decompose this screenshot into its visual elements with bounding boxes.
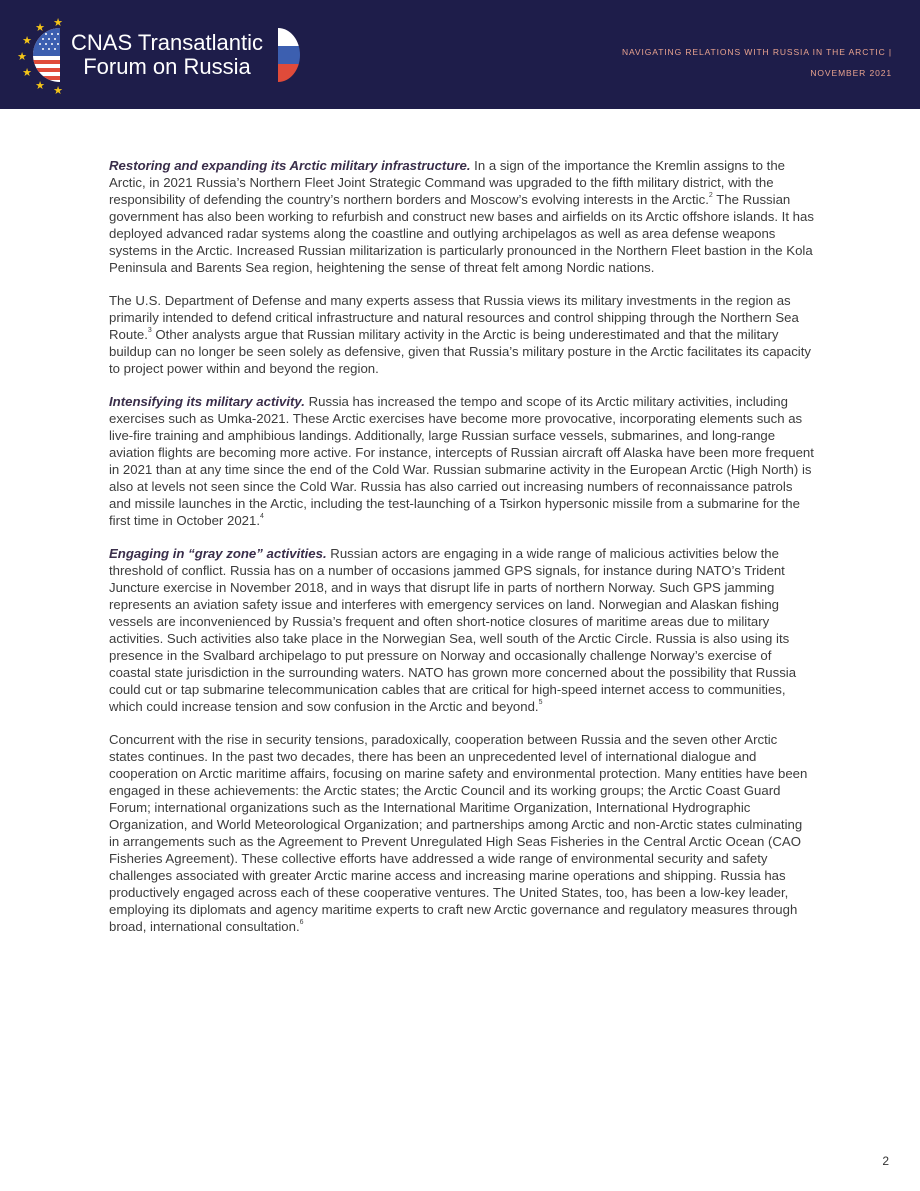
svg-text:★: ★ (35, 79, 45, 92)
paragraph-lead: Intensifying its military activity. (109, 394, 305, 409)
footnote-ref[interactable]: 4 (260, 513, 264, 520)
footnote-ref[interactable]: 2 (708, 192, 713, 199)
footnote-ref[interactable]: 5 (538, 699, 543, 706)
svg-text:★: ★ (35, 21, 45, 34)
report-date: NOVEMBER 2021 (810, 68, 892, 78)
paragraph (109, 393, 815, 529)
svg-text:★: ★ (53, 84, 63, 96)
paragraph-text-cont: The Russian government has also been working to refurbish and construct new bases and airfields on its Arctic offshore islands. It has deployed advanced radar systems along the coastline and outlying archipelagos as well as area defense weapons systems in the Arctic. Increased Russian militarization is particularly pronounced in the Northern Fleet bastion in the Kola Peninsula and Barents Sea region, heightening the sense of threat felt among Nordic nations. (109, 192, 814, 275)
paragraph (109, 731, 815, 935)
paragraph (109, 157, 815, 276)
page-number: 2 (882, 1154, 889, 1168)
paragraph (109, 292, 815, 377)
logo-wordmark (62, 31, 272, 79)
footnote-ref[interactable]: 3 (147, 327, 152, 334)
logo-line-1: CNAS Transatlantic (71, 30, 263, 55)
svg-text:★: ★ (17, 50, 27, 63)
svg-text:★: ★ (22, 66, 32, 79)
svg-text:★: ★ (22, 34, 32, 47)
report-title: NAVIGATING RELATIONS WITH RUSSIA IN THE ARCTIC | (621, 47, 892, 57)
paragraph-text: Concurrent with the rise in security tensions, paradoxically, cooperation between Russia and the seven other Arctic states continues. In the past two decades, there has been an unprecedented level of international dialogue and cooperation on Arctic maritime affairs, focusing on marine safety and environmental protection. Many entities have been engaged in these achievements: the Arctic states; the Arctic Council and its working groups; the Arctic Coast Guard Forum; international organizations such as the International Maritime Organization, International Hydrographic Organization, and World Meteorological Organization; and partnerships among Arctic and non-Arctic states culminating in arrangements such as the Agreement to Prevent Unregulated High Seas Fisheries in the Central Arctic Ocean (CAO Fisheries Agreement). These collective efforts have addressed a wide range of environmental security and safety challenges associated with greater Arctic marine access and increasing marine operations and shipping. Russia has productively engaged across each of these cooperative ventures. The United States, too, has been a low-key leader, employing its diplomats and agency maritime experts to craft new Arctic governance and regulatory measures through broad, international consultation. (109, 732, 808, 934)
paragraph-lead: Engaging in “gray zone” activities. (109, 546, 327, 561)
footnote-ref[interactable]: 6 (299, 919, 304, 926)
paragraph-text-cont: Other analysts argue that Russian military activity in the Arctic is being underestimated and that the military buildup can no longer be seen solely as defensive, given that Russia’s military posture in the Arctic facilitates its capacity to project power within and beyond the region. (109, 327, 811, 376)
report-info (622, 42, 892, 84)
paragraph-text: Russian actors are engaging in a wide range of malicious activities below the threshold of conflict. Russia has on a number of occasions jammed GPS signals, for instance during NATO’s Trident Juncture exercise in November 2018, and in ways that disrupt life in parts of northern Norway. Such GPS jamming represents an aviation safety issue and interferes with emergency services on land. Norwegian and Alaskan fishing vessels are inconvenienced by Russia’s frequent and often short-notice closures of maritime areas due to military activities. Such activities also take place in the Norwegian Sea, well south of the Arctic Circle. Russia is also using its presence in the Svalbard archipelago to put pressure on Norway and occasionally challenge Norway’s exercise of coastal state jurisdiction in the surrounding waters. NATO has grown more concerned about the possibility that Russia could cut or tap submarine telecommunication cables that are critical for high-speed internet access to communities, which could increase tension and sow confusion in the Arctic and beyond. (109, 546, 797, 714)
paragraph-text: The U.S. Department of Defense and many experts assess that Russia views its military investments in the region as primarily intended to defend critical infrastructure and natural resources and control shipping through the Northern Sea Route. (109, 293, 799, 342)
article-body (109, 157, 815, 951)
page-header (0, 0, 920, 109)
paragraph-text: In a sign of the importance the Kremlin assigns to the Arctic, in 2021 Russia’s Northern Fleet Joint Strategic Command was upgraded to the fifth military district, with the responsibility of defending the country’s northern borders and Moscow’s evolving interests in the Arctic. (109, 158, 785, 207)
svg-text:★: ★ (53, 16, 63, 29)
paragraph-text: Russia has increased the tempo and scope of its Arctic military activities, including exercises such as Umka-2021. These Arctic exercises have become more provocative, incorporating elements such as live-fire training and amphibious landings. Additionally, large Russian surface vessels, submarines, and long-range aviation flights are becoming more active. For instance, intercepts of Russian aircraft off Alaska have been more frequent in 2021 than at any time since the end of the Cold War. Russian submarine activity in the European Arctic (High North) is also at levels not seen since the Cold War. Russia has also carried out increasing numbers of reconnaissance patrols and missile launches in the Arctic, including the test-launching of a Tsirkon hypersonic missile from a submarine for the first time in October 2021. (109, 394, 814, 528)
paragraph (109, 545, 815, 715)
paragraph-lead: Restoring and expanding its Arctic military infrastructure. (109, 158, 471, 173)
logo-line-2: Forum on Russia (83, 54, 251, 79)
